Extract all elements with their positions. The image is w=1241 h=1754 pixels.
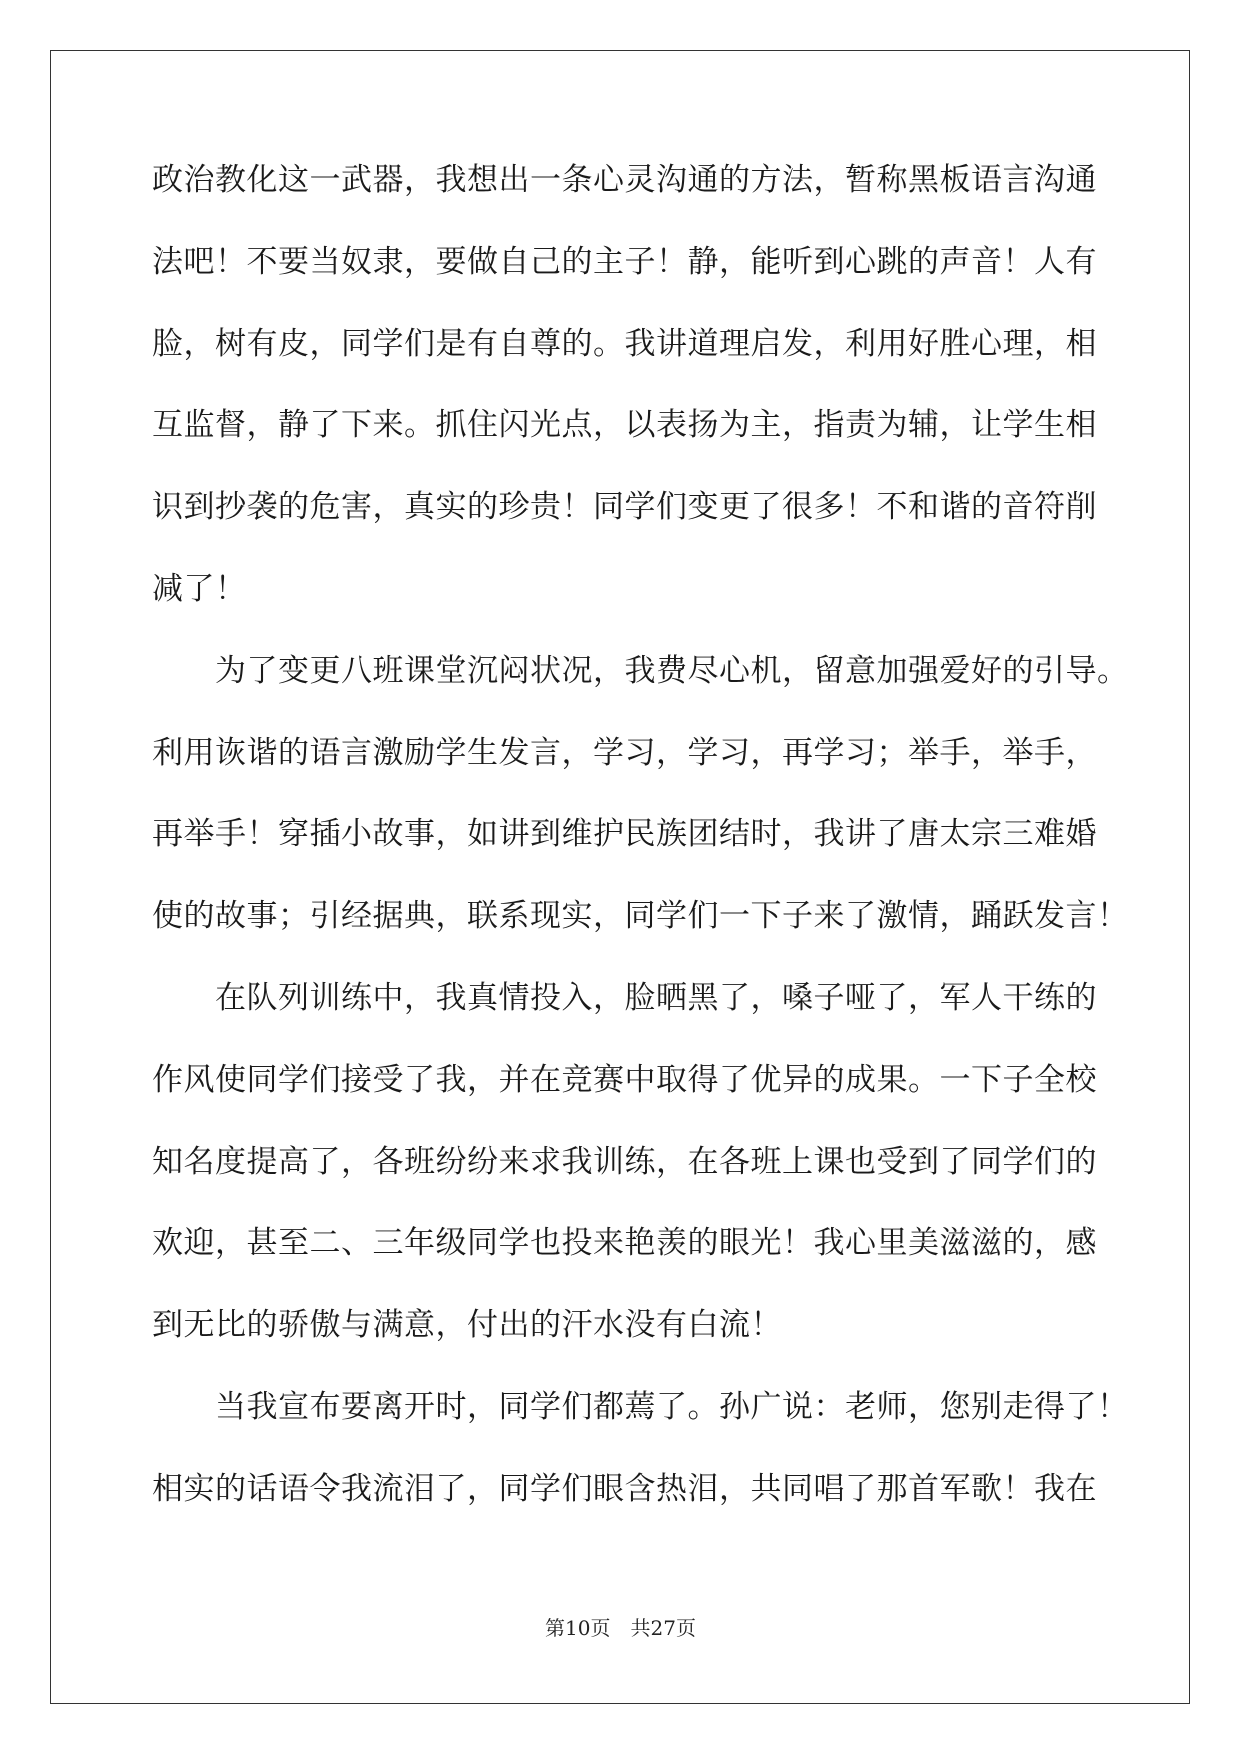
- text-line: 利用诙谐的语言激励学生发言，学习，学习，再学习；举手，举手，: [152, 734, 1097, 771]
- page-footer: [0, 1612, 1241, 1641]
- text-line: 相实的话语令我流泪了，同学们眼含热泪，共同唱了那首军歌！我在: [152, 1470, 1097, 1507]
- text-line: 为了变更八班课堂沉闷状况，我费尽心机，留意加强爱好的引导。: [215, 652, 1129, 689]
- text-line: 当我宣布要离开时，同学们都蔫了。孙广说：老师，您别走得了！: [215, 1388, 1129, 1425]
- document-body: [152, 155, 1129, 1546]
- text-line: 政治教化这一武器，我想出一条心灵沟通的方法，暂称黑板语言沟通: [152, 162, 1097, 198]
- text-line: 识到抄袭的危害，真实的珍贵！同学们变更了很多！不和谐的音符削: [152, 489, 1097, 526]
- text-line: 减了！: [152, 570, 247, 607]
- text-line: 互监督，静了下来。抓住闪光点，以表扬为主，指责为辅，让学生相: [152, 407, 1097, 444]
- text-line: 在队列训练中，我真情投入，脸晒黑了，嗓子哑了，军人干练的: [215, 979, 1097, 1016]
- page-number: 第10页: [545, 1616, 611, 1640]
- page-total: 共27页: [630, 1616, 696, 1640]
- text-line: 脸，树有皮，同学们是有自尊的。我讲道理启发，利用好胜心理，相: [152, 325, 1097, 362]
- text-line: 再举手！穿插小故事，如讲到维护民族团结时，我讲了唐太宗三难婚: [152, 816, 1097, 853]
- text-line: 欢迎，甚至二、三年级同学也投来艳羡的眼光！我心里美滋滋的，感: [152, 1225, 1097, 1262]
- text-line: 法吧！不要当奴隶，要做自己的主子！静，能听到心跳的声音！人有: [152, 243, 1097, 280]
- text-line: 到无比的骄傲与满意，付出的汗水没有白流！: [152, 1307, 782, 1344]
- text-line: 作风使同学们接受了我，并在竞赛中取得了优异的成果。一下子全校: [152, 1061, 1097, 1098]
- text-line: 使的故事；引经据典，联系现实，同学们一下子来了激情，踊跃发言！: [152, 898, 1129, 935]
- text-line: 知名度提高了，各班纷纷来求我训练，在各班上课也受到了同学们的: [152, 1143, 1097, 1180]
